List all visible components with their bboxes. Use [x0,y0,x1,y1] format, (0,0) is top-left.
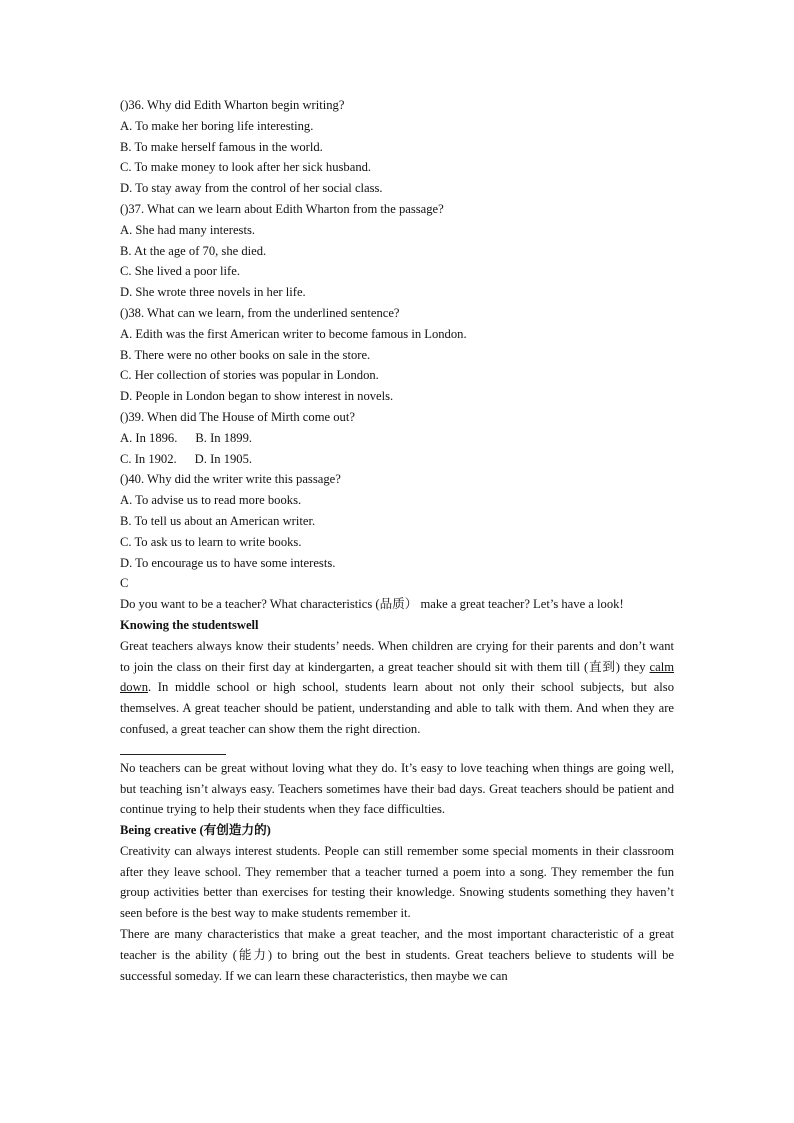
section-c-intro: Do you want to be a teacher? What characteristics (品质） make a great teacher? Let’s have a look! [120,597,624,612]
paragraph-conclusion: There are many characteristics that make a great teacher, and the most important characteristic of a great teacher is the ability (能力) to bring out the best in students. Great teachers believe to students will be successful someday. If we can learn these characteristics, then maybe we can [120,927,674,983]
question-40-option-a: A. To advise us to read more books. [120,493,302,508]
question-38-option-c: C. Her collection of stories was popular in London. [120,368,379,383]
question-39-option-a: A. In 1896. [120,430,178,445]
section-heading-being-creative: Being creative (有创造力的) [120,823,271,838]
question-36-stem: ()36. Why did Edith Wharton begin writing? [120,98,345,112]
question-36-option-b: B. To make herself famous in the world. [120,139,323,154]
paragraph-loving-teaching: No teachers can be great without loving what they do. It’s easy to love teaching when things are going well, but teaching isn’t always easy. Teachers sometimes have their bad days. Great teachers should be patient and continue trying to help their students when they face difficulties. [120,760,674,817]
section-c-letter: C [120,576,129,591]
question-36-option-c: C. To make money to look after her sick husband. [120,160,372,175]
question-39-options-row-1 [120,428,674,449]
question-37-option-c: C. She lived a poor life. [120,264,240,279]
separator-line [120,754,226,755]
question-39-option-b: B. In 1899. [195,430,253,445]
question-37-option-a: A. She had many interests. [120,222,256,237]
question-38-option-d: D. People in London began to show interest in novels. [120,389,394,404]
section-heading-knowing-students: Knowing the studentswell [120,617,259,632]
paragraph-1-text-a: Great teachers always know their students’ needs. When children are crying for their parents and don’t want to join the class on their first day at kindergarten, a great teacher should sit with them till (直到) they [120,638,674,674]
question-36-option-a: A. To make her boring life interesting. [120,118,314,133]
paragraph-being-creative: Creativity can always interest students. People can still remember some special moments in their classroom after they leave school. They remember that a teacher turned a poem into a song. They remember the fun group activities better than exercises for testing their knowledge. Snowing students something they haven’t seen before is the best way to make students remember it. [120,843,674,921]
document-body [120,95,674,986]
question-38-stem: ()38. What can we learn, from the underlined sentence? [120,305,400,320]
question-38-option-b: B. There were no other books on sale in the store. [120,347,371,362]
underlined-phrase: calm down [120,659,674,695]
question-38-option-a: A. Edith was the first American writer to become famous in London. [120,326,467,341]
question-36-option-d: D. To stay away from the control of her social class. [120,181,383,196]
question-37-option-b: B. At the age of 70, she died. [120,243,267,258]
question-37-stem: ()37. What can we learn about Edith Wharton from the passage? [120,201,444,216]
question-39-option-d: D. In 1905. [194,451,253,466]
question-40-option-c: C. To ask us to learn to write books. [120,534,302,549]
question-40-stem: ()40. Why did the writer write this passage? [120,472,341,487]
question-39-options-row-2 [120,449,674,470]
paragraph-knowing-students [120,636,674,740]
question-39-option-c: C. In 1902. [120,451,177,466]
question-40-option-d: D. To encourage us to have some interests. [120,555,336,570]
question-37-option-d: D. She wrote three novels in her life. [120,285,306,300]
paragraph-1-text-b: . In middle school or high school, students learn about not only their school subjects, but also themselves. A great teacher should be patient, understanding and able to talk with them. And when they are confused, a great teacher can show them the right direction. [120,680,674,736]
question-40-option-b: B. To tell us about an American writer. [120,513,316,528]
question-39-stem: ()39. When did The House of Mirth come out? [120,409,355,424]
